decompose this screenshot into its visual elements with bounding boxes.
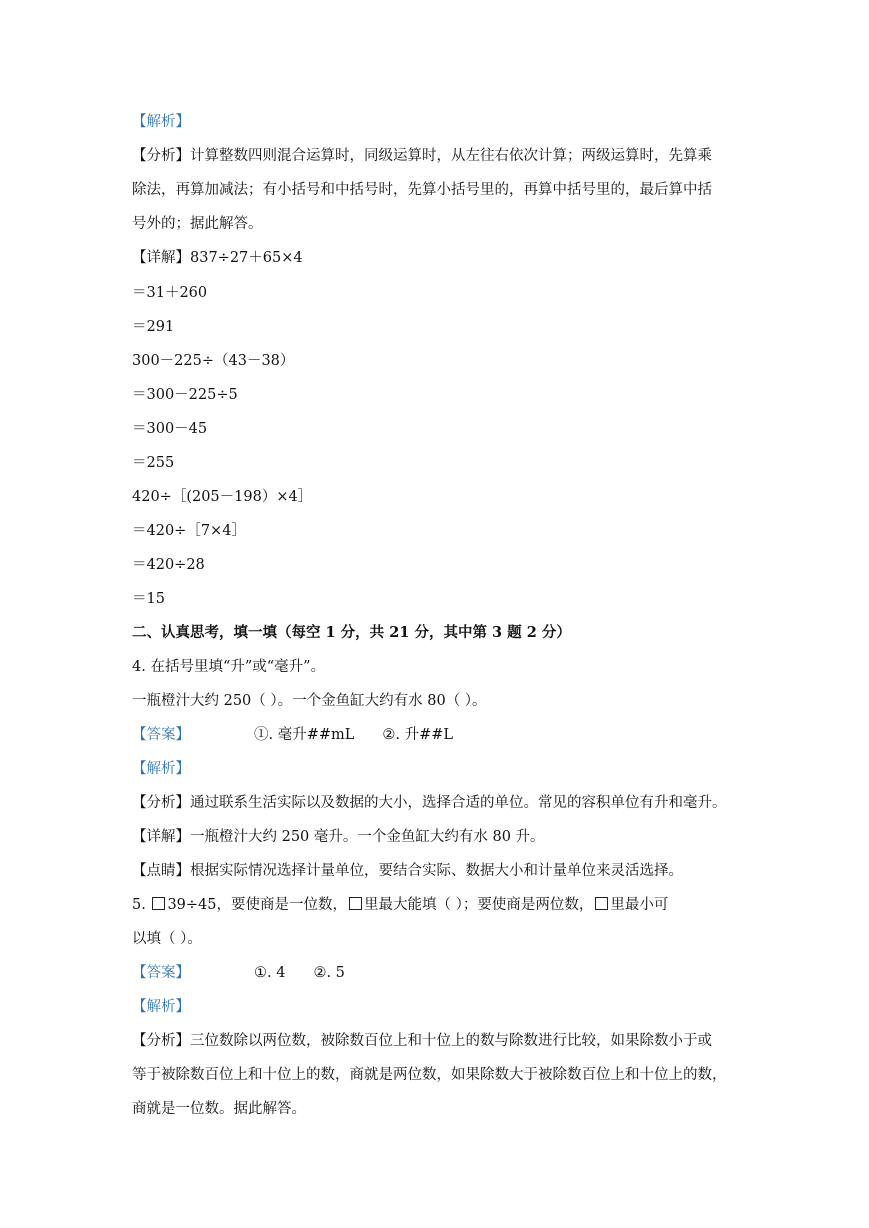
answer-item: ①. 毫升##mL [254,727,355,743]
question-number: 5. [132,897,146,913]
blank-box [595,897,608,910]
answer-row [132,725,752,745]
analysis-label: 【解析】 [132,114,190,130]
section-heading: 二、认真思考，填一填（每空 1 分，共 21 分，其中第 3 题 2 分） [132,624,571,641]
answer-label: 【答案】 [132,727,190,743]
answer-item: ②. 升##L [382,727,454,743]
analysis-text-line: 商就是一位数。据此解答。 [132,1101,306,1117]
question-text: 里最大能填（ ）；要使商是两位数， [364,897,594,913]
calc-step: ＝300－45 [132,421,208,437]
analysis-text-line: 除法，再算加减法；有小括号和中括号时，先算小括号里的，再算中括号里的，最后算中括 [132,182,712,198]
question-5-body: 以填（ ）。 [132,931,202,947]
calc-step: ＝420÷［7×4］ [132,523,246,539]
answer-row [132,963,752,983]
analysis-label: 【解析】 [132,761,190,777]
analysis-text-line: 号外的；据此解答。 [132,216,263,232]
detail-line: 【详解】一瓶橙汁大约 250 毫升。一个金鱼缸大约有水 80 升。 [132,829,545,845]
calc-step: 420÷［(205－198）×4］ [132,489,313,505]
question-text: 39÷45，要使商是一位数， [167,897,348,913]
answer-item: ②. 5 [313,965,345,981]
blank-box [152,897,165,910]
calc-step: ＝291 [132,319,175,335]
question-4-body: 一瓶橙汁大约 250（ ）。一个金鱼缸大约有水 80（ ）。 [132,693,487,709]
question-text: 里最小可 [610,897,669,913]
answer-label: 【答案】 [132,965,190,981]
blank-box [349,897,362,910]
calc-step: ＝300－225÷5 [132,387,238,403]
question-5-body [132,895,752,915]
calc-step: ＝15 [132,591,165,607]
calc-step: ＝31＋260 [132,285,208,301]
calc-step: ＝420÷28 [132,557,205,573]
detail-line: 【详解】837÷27＋65×4 [132,250,303,266]
calc-step: 300－225÷（43－38） [132,353,295,369]
analysis-text-line: 【分析】通过联系生活实际以及数据的大小，选择合适的单位。常见的容积单位有升和毫升。 [132,795,727,811]
answer-item: ①. 4 [254,965,286,981]
question-4-title: 4. 在括号里填“升”或“毫升”。 [132,659,326,675]
analysis-label: 【解析】 [132,999,190,1015]
calc-step: ＝255 [132,455,175,471]
remark-line: 【点睛】根据实际情况选择计量单位，要结合实际、数据大小和计量单位来灵活选择。 [132,863,683,879]
analysis-text-line: 【分析】三位数除以两位数，被除数百位上和十位上的数与除数进行比较，如果除数小于或 [132,1033,712,1049]
analysis-text-line: 【分析】计算整数四则混合运算时，同级运算时，从左往右依次计算；两级运算时，先算乘 [132,148,712,164]
analysis-text-line: 等于被除数百位上和十位上的数，商就是两位数，如果除数大于被除数百位上和十位上的数， [132,1067,727,1083]
